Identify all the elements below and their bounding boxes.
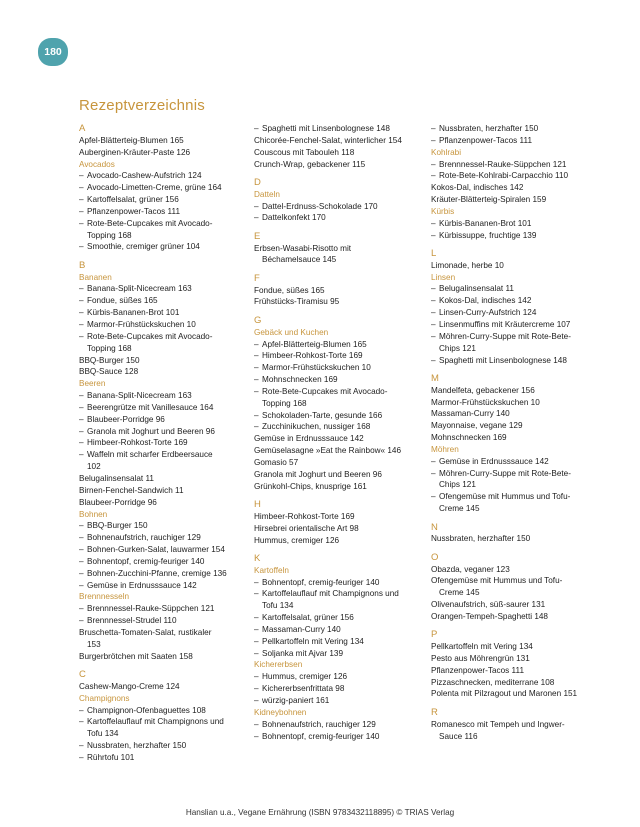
index-subentry: – Smoothie, cremiger grüner 104 bbox=[79, 241, 249, 253]
index-entry-continuation: Creme 145 bbox=[439, 588, 480, 598]
index-entry: Gemüse in Erdnusssauce 142 bbox=[254, 434, 364, 444]
index-entry-continuation: Sauce 116 bbox=[439, 731, 478, 741]
index-entry-continuation: Tofu 134 bbox=[87, 729, 119, 739]
index-subentry: – Bohnentopf, cremig-feuriger 140 bbox=[79, 556, 249, 568]
index-letter-heading: H bbox=[254, 498, 261, 510]
index-subentry: – Granola mit Joghurt und Beeren 96 bbox=[79, 426, 249, 438]
index-subentry: – Gemüse in Erdnusssauce 142 bbox=[79, 580, 249, 592]
index-entry: Granola mit Joghurt und Beeren 96 bbox=[254, 469, 382, 479]
index-subheading: Champignons bbox=[79, 693, 130, 703]
index-subheading: Bananen bbox=[79, 272, 112, 282]
index-subentry: – Banana-Split-Nicecream 163 bbox=[79, 283, 249, 295]
index-letter-heading: N bbox=[431, 521, 438, 533]
index-subentry: – Kichererbsenfrittata 98 bbox=[254, 683, 424, 695]
index-subentry: – Avocado-Limetten-Creme, grüne 164 bbox=[79, 182, 249, 194]
index-entry: Marmor-Frühstückskuchen 10 bbox=[431, 397, 540, 407]
index-entry: Chicorée-Fenchel-Salat, winterlicher 154 bbox=[254, 135, 402, 145]
index-entry-continuation: Creme 145 bbox=[439, 504, 480, 514]
page-number-badge: 180 bbox=[38, 38, 68, 66]
index-entry-continuation: Topping 168 bbox=[87, 343, 132, 353]
index-subentry: – Rote-Bete-Cupcakes mit Avocado- bbox=[79, 331, 249, 343]
index-subentry: – Bohnenaufstrich, rauchiger 129 bbox=[79, 532, 249, 544]
index-subentry: – Mohnschnecken 169 bbox=[254, 374, 424, 386]
index-entry: BBQ-Sauce 128 bbox=[79, 367, 139, 377]
index-subentry: – Linsen-Curry-Aufstrich 124 bbox=[431, 307, 601, 319]
index-subentry: – Belugalinsensalat 11 bbox=[431, 283, 601, 295]
index-entry-continuation: Topping 168 bbox=[87, 230, 132, 240]
index-letter-heading: F bbox=[254, 272, 260, 284]
index-subheading: Datteln bbox=[254, 189, 280, 199]
index-subentry: – Brennnessel-Rauke-Süppchen 121 bbox=[431, 159, 601, 171]
index-entry: Birnen-Fenchel-Sandwich 11 bbox=[79, 485, 184, 495]
index-entry: Frühstücks-Tiramisu 95 bbox=[254, 297, 340, 307]
index-entry: Orangen-Tempeh-Spaghetti 148 bbox=[431, 611, 548, 621]
index-subentry: – Brennnessel-Rauke-Süppchen 121 bbox=[79, 603, 249, 615]
index-entry: Cashew-Mango-Creme 124 bbox=[79, 681, 180, 691]
index-subheading: Bohnen bbox=[79, 509, 108, 519]
index-subentry: – Zucchinikuchen, nussiger 168 bbox=[254, 421, 424, 433]
index-subentry: – Bohnen-Gurken-Salat, lauwarmer 154 bbox=[79, 544, 249, 556]
index-entry-continuation: 102 bbox=[87, 462, 101, 472]
index-entry: Kräuter-Blätterteig-Spiralen 159 bbox=[431, 195, 547, 205]
index-subentry: – Kürbis-Bananen-Brot 101 bbox=[79, 307, 249, 319]
index-letter-heading: P bbox=[431, 629, 438, 641]
index-subheading: Beeren bbox=[79, 379, 106, 389]
index-subentry: – Beerengrütze mit Vanillesauce 164 bbox=[79, 402, 249, 414]
index-subentry: – Bohnentopf, cremig-feuriger 140 bbox=[254, 577, 424, 589]
index-subentry: – Pflanzenpower-Tacos 111 bbox=[79, 206, 249, 218]
index-entry-continuation: Béchamelsauce 145 bbox=[262, 255, 337, 265]
index-subentry: – Marmor-Frühstückskuchen 10 bbox=[254, 362, 424, 374]
index-subheading: Avocados bbox=[79, 159, 115, 169]
index-letter-heading: D bbox=[254, 176, 261, 188]
index-subentry: – Kartoffelauflauf mit Champignons und bbox=[79, 716, 249, 728]
index-subentry: – Möhren-Curry-Suppe mit Rote-Bete- bbox=[431, 468, 601, 480]
index-letter-heading: B bbox=[79, 259, 86, 271]
index-entry: Apfel-Blätterteig-Blumen 165 bbox=[79, 135, 184, 145]
index-entry: Grünkohl-Chips, knusprige 161 bbox=[254, 481, 367, 491]
index-subheading: Kürbis bbox=[431, 206, 455, 216]
index-entry: Himbeer-Rohkost-Torte 169 bbox=[254, 511, 355, 521]
page-title: Rezeptverzeichnis bbox=[79, 97, 205, 114]
index-subentry: – Pflanzenpower-Tacos 111 bbox=[431, 135, 601, 147]
index-subentry: – Kürbis-Bananen-Brot 101 bbox=[431, 218, 601, 230]
index-subentry: – Bohnentopf, cremig-feuriger 140 bbox=[254, 731, 424, 743]
index-subentry: – Dattelkonfekt 170 bbox=[254, 212, 424, 224]
index-entry-continuation: Tofu 134 bbox=[262, 601, 294, 611]
index-subheading: Linsen bbox=[431, 272, 456, 282]
index-entry: Pizzaschnecken, mediterrane 108 bbox=[431, 677, 555, 687]
index-subheading: Möhren bbox=[431, 444, 459, 454]
index-entry: Fondue, süßes 165 bbox=[254, 285, 325, 295]
index-entry-continuation: 153 bbox=[87, 639, 101, 649]
index-subentry: – Apfel-Blätterteig-Blumen 165 bbox=[254, 339, 424, 351]
index-entry: Ofengemüse mit Hummus und Tofu- bbox=[431, 576, 563, 586]
index-subentry: – Spaghetti mit Linsenbolognese 148 bbox=[254, 123, 424, 135]
index-entry: Olivenaufstrich, süß-saurer 131 bbox=[431, 600, 546, 610]
index-entry: Gemüselasagne »Eat the Rainbow« 146 bbox=[254, 446, 402, 456]
index-subheading: Kohlrabi bbox=[431, 147, 462, 157]
index-entry: Hummus, cremiger 126 bbox=[254, 535, 340, 545]
index-subheading: Kidneybohnen bbox=[254, 707, 307, 717]
page-footer: Hanslian u.a., Vegane Ernährung (ISBN 9783432118895) © TRIAS Verlag bbox=[185, 808, 455, 817]
index-subentry: – Brennnessel-Strudel 110 bbox=[79, 615, 249, 627]
index-subentry: – Massaman-Curry 140 bbox=[254, 624, 424, 636]
index-subentry: – würzig-paniert 161 bbox=[254, 695, 424, 707]
index-letter-heading: E bbox=[254, 230, 261, 242]
index-entry: Crunch-Wrap, gebackener 115 bbox=[254, 159, 366, 169]
index-subentry: – Avocado-Cashew-Aufstrich 124 bbox=[79, 170, 249, 182]
index-subentry: – Rote-Bete-Cupcakes mit Avocado- bbox=[79, 218, 249, 230]
index-entry: Blaubeer-Porridge 96 bbox=[79, 497, 157, 507]
index-subheading: Brennnesseln bbox=[79, 592, 130, 602]
index-entry-continuation: Topping 168 bbox=[262, 398, 307, 408]
index-subentry: – Bohnenaufstrich, rauchiger 129 bbox=[254, 719, 424, 731]
index-entry: Limonade, herbe 10 bbox=[431, 260, 504, 270]
index-subheading: Gebäck und Kuchen bbox=[254, 327, 329, 337]
index-subentry: – Rote-Bete-Cupcakes mit Avocado- bbox=[254, 386, 424, 398]
index-subentry: – Nussbraten, herzhafter 150 bbox=[431, 123, 601, 135]
index-letter-heading: C bbox=[79, 668, 86, 680]
index-column-2 bbox=[254, 123, 424, 742]
index-entry-continuation: Chips 121 bbox=[439, 480, 476, 490]
index-subentry: – Linsenmuffins mit Kräutercreme 107 bbox=[431, 319, 601, 331]
index-entry: Mandelfeta, gebackener 156 bbox=[431, 385, 535, 395]
index-column-1 bbox=[79, 123, 249, 764]
index-subentry: – Champignon-Ofenbaguettes 108 bbox=[79, 705, 249, 717]
index-subentry: – Rührtofu 101 bbox=[79, 752, 249, 764]
index-subentry: – Pellkartoffeln mit Vering 134 bbox=[254, 636, 424, 648]
index-subentry: – Himbeer-Rohkost-Torte 169 bbox=[79, 437, 249, 449]
index-letter-heading: O bbox=[431, 551, 439, 563]
index-subentry: – Kokos-Dal, indisches 142 bbox=[431, 295, 601, 307]
index-entry: Pesto aus Möhrengrün 131 bbox=[431, 653, 530, 663]
index-entry: Mohnschnecken 169 bbox=[431, 433, 507, 443]
index-entry: Auberginen-Kräuter-Paste 126 bbox=[79, 147, 191, 157]
index-letter-heading: L bbox=[431, 247, 437, 259]
index-subentry: – Möhren-Curry-Suppe mit Rote-Bete- bbox=[431, 331, 601, 343]
index-entry: BBQ-Burger 150 bbox=[79, 355, 140, 365]
index-entry: Obazda, veganer 123 bbox=[431, 564, 510, 574]
index-subentry: – Bohnen-Zucchini-Pfanne, cremige 136 bbox=[79, 568, 249, 580]
index-entry: Pflanzenpower-Tacos 111 bbox=[431, 665, 524, 675]
index-subheading: Kichererbsen bbox=[254, 660, 303, 670]
index-subentry: – Spaghetti mit Linsenbolognese 148 bbox=[431, 355, 601, 367]
index-subentry: – Dattel-Erdnuss-Schokolade 170 bbox=[254, 201, 424, 213]
index-subentry: – Gemüse in Erdnusssauce 142 bbox=[431, 456, 601, 468]
index-letter-heading: R bbox=[431, 706, 438, 718]
index-subentry: – Himbeer-Rohkost-Torte 169 bbox=[254, 350, 424, 362]
index-subentry: – Schokoladen-Tarte, gesunde 166 bbox=[254, 410, 424, 422]
index-subentry: – Kartoffelauflauf mit Champignons und bbox=[254, 588, 424, 600]
index-letter-heading: G bbox=[254, 314, 262, 326]
index-subentry: – Blaubeer-Porridge 96 bbox=[79, 414, 249, 426]
index-subheading: Kartoffeln bbox=[254, 565, 289, 575]
index-subentry: – Kartoffelsalat, grüner 156 bbox=[254, 612, 424, 624]
index-entry: Burgerbrötchen mit Saaten 158 bbox=[79, 651, 193, 661]
index-entry: Mayonnaise, vegane 129 bbox=[431, 421, 523, 431]
index-subentry: – Kürbissuppe, fruchtige 139 bbox=[431, 230, 601, 242]
index-subentry: – Fondue, süßes 165 bbox=[79, 295, 249, 307]
index-subentry: – Nussbraten, herzhafter 150 bbox=[79, 740, 249, 752]
index-subentry: – Marmor-Frühstückskuchen 10 bbox=[79, 319, 249, 331]
index-entry: Belugalinsensalat 11 bbox=[79, 473, 154, 483]
index-subentry: – Soljanka mit Ajvar 139 bbox=[254, 648, 424, 660]
index-subentry: – Rote-Bete-Kohlrabi-Carpacchio 110 bbox=[431, 170, 601, 182]
index-entry: Romanesco mit Tempeh und Ingwer- bbox=[431, 719, 565, 729]
index-entry: Nussbraten, herzhafter 150 bbox=[431, 534, 531, 544]
index-entry: Couscous mit Tabouleh 118 bbox=[254, 147, 355, 157]
index-entry: Polenta mit Pilzragout und Maronen 151 bbox=[431, 689, 578, 699]
index-subentry: – Ofengemüse mit Hummus und Tofu- bbox=[431, 491, 601, 503]
index-letter-heading: A bbox=[79, 123, 86, 134]
index-column-3 bbox=[431, 123, 601, 742]
index-entry: Hirsebrei orientalische Art 98 bbox=[254, 523, 359, 533]
index-subentry: – Kartoffelsalat, grüner 156 bbox=[79, 194, 249, 206]
index-subentry: – Waffeln mit scharfer Erdbeersauce bbox=[79, 449, 249, 461]
index-entry: Kokos-Dal, indisches 142 bbox=[431, 183, 524, 193]
index-entry-continuation: Chips 121 bbox=[439, 343, 476, 353]
index-subentry: – Banana-Split-Nicecream 163 bbox=[79, 390, 249, 402]
index-letter-heading: K bbox=[254, 552, 261, 564]
index-entry: Pellkartoffeln mit Vering 134 bbox=[431, 642, 533, 652]
index-subentry: – BBQ-Burger 150 bbox=[79, 520, 249, 532]
index-subentry: – Hummus, cremiger 126 bbox=[254, 671, 424, 683]
index-entry: Bruschetta-Tomaten-Salat, rustikaler bbox=[79, 627, 212, 637]
index-entry: Erbsen-Wasabi-Risotto mit bbox=[254, 243, 352, 253]
index-letter-heading: M bbox=[431, 372, 439, 384]
index-entry: Gomasio 57 bbox=[254, 457, 299, 467]
index-entry: Massaman-Curry 140 bbox=[431, 409, 510, 419]
